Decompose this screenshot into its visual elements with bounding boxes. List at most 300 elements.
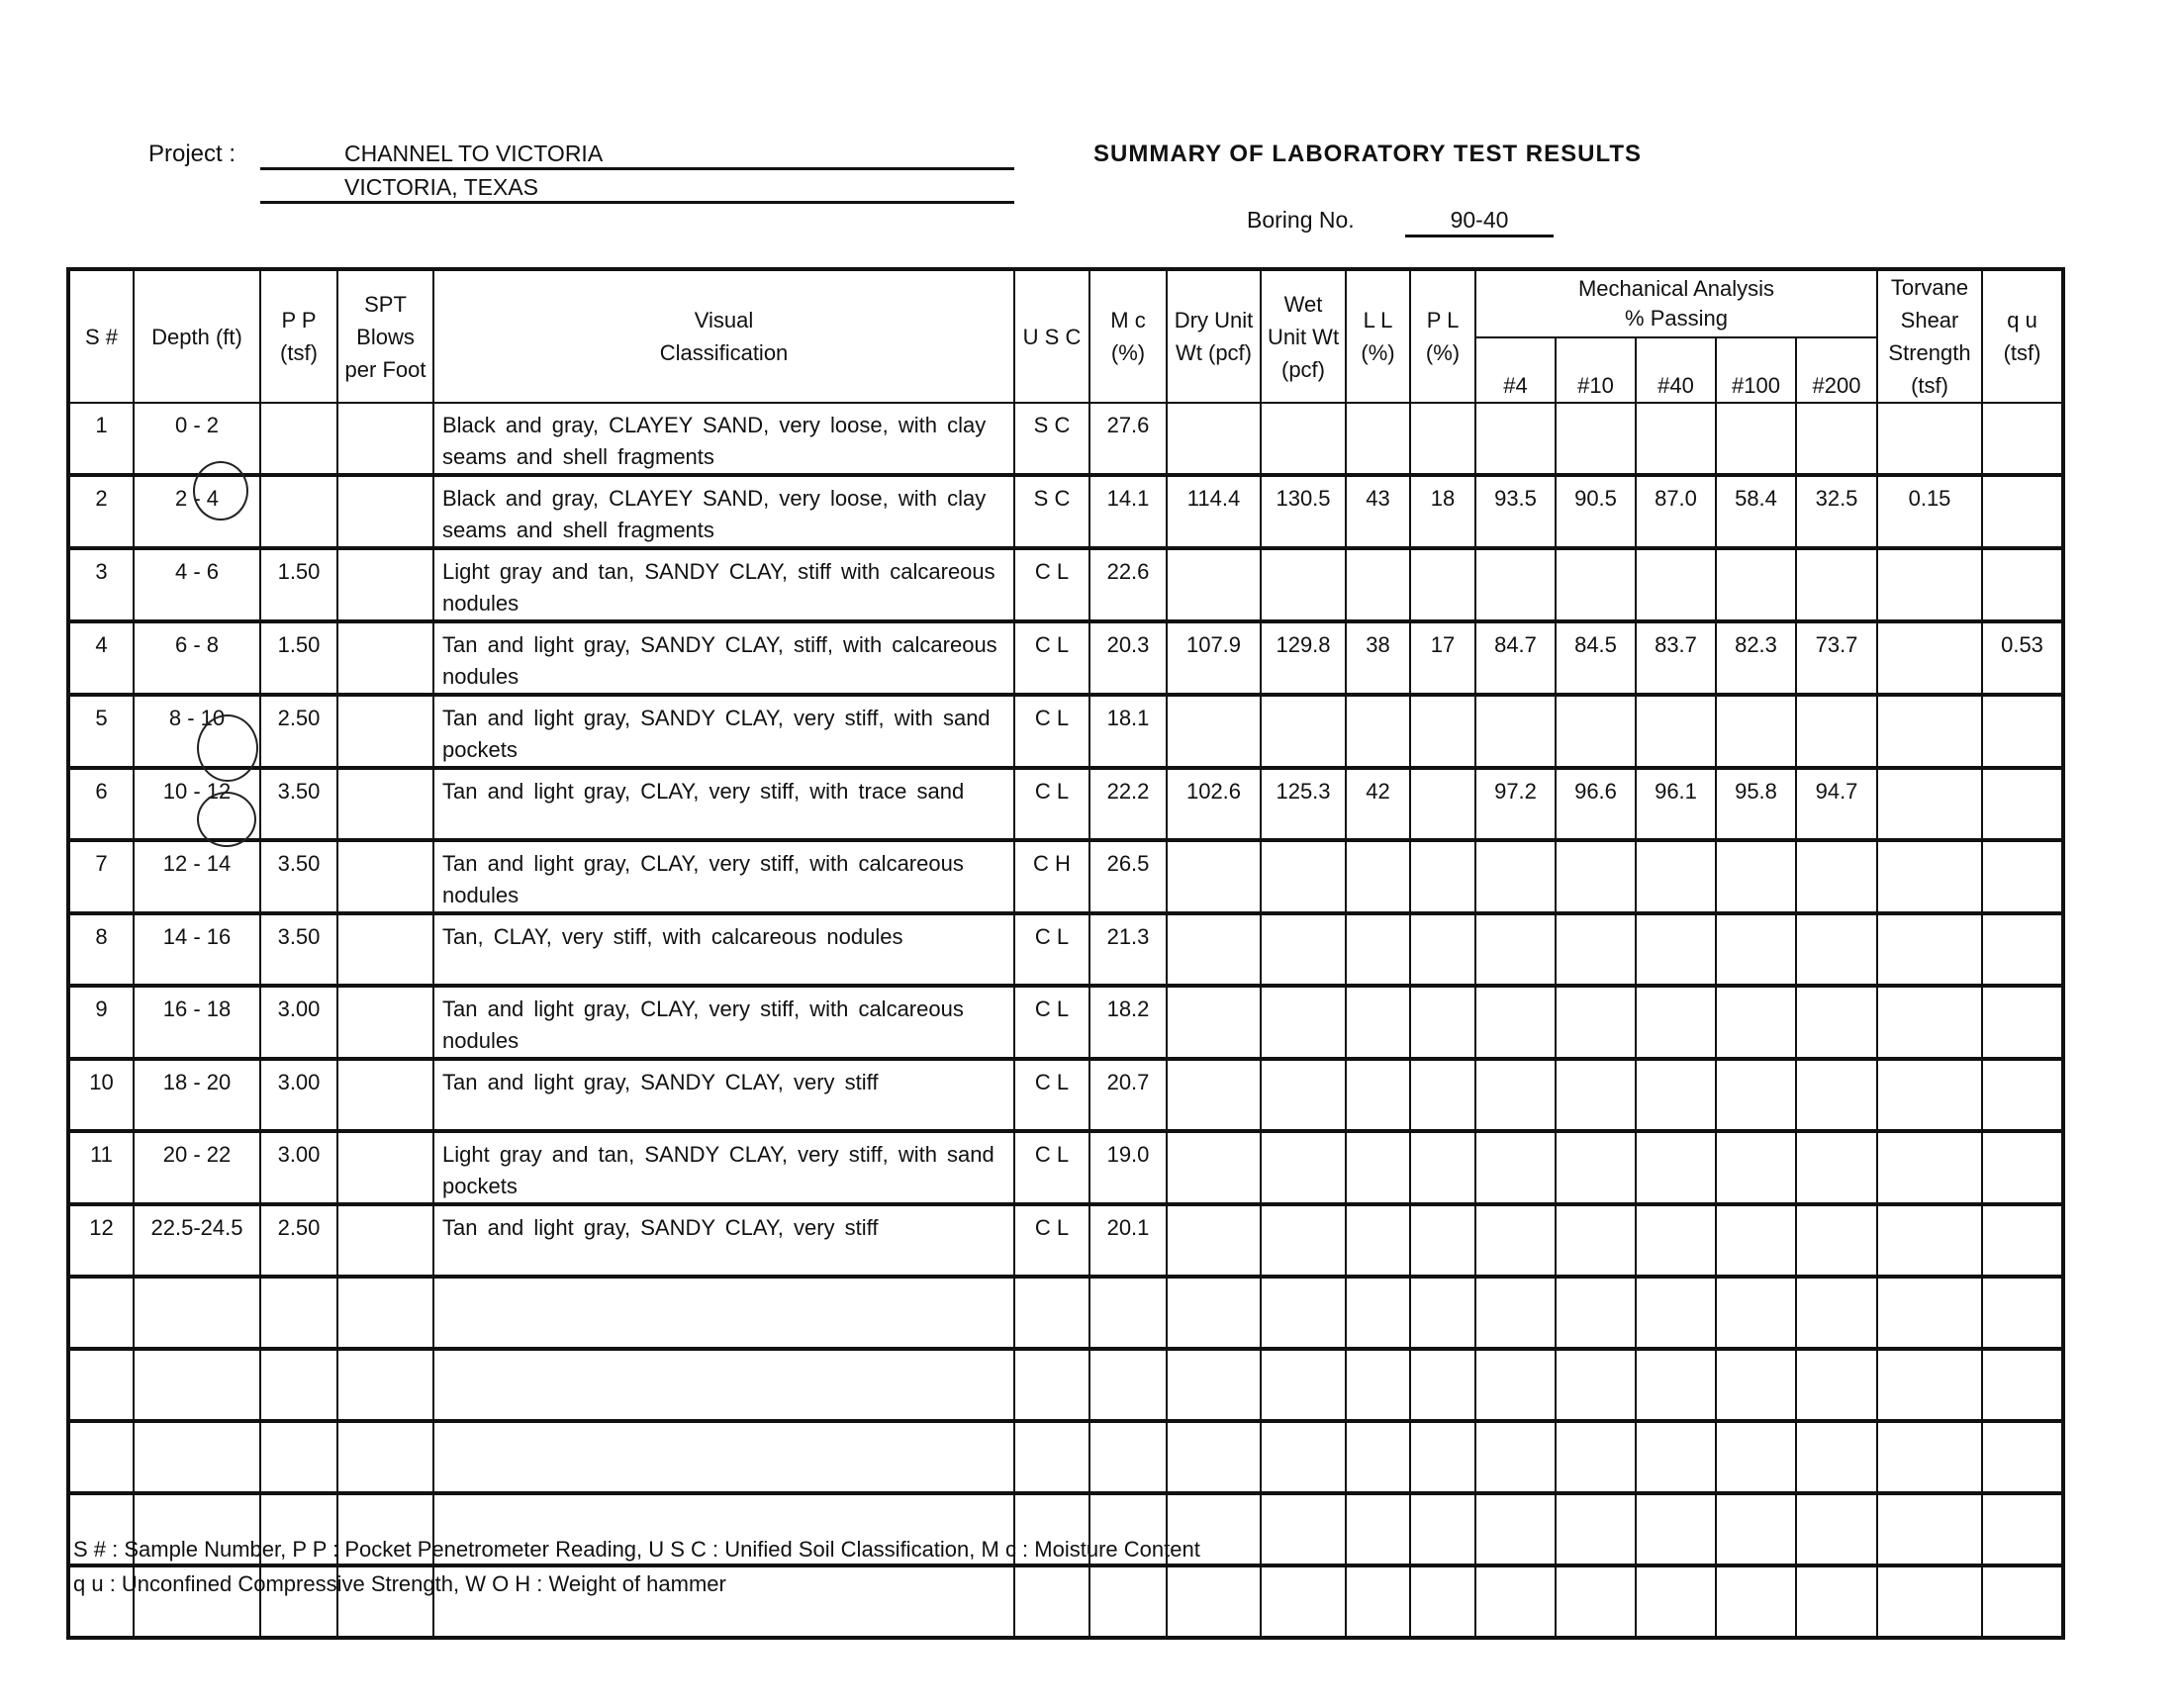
ll-cell — [1346, 548, 1410, 621]
torvane-cell — [1877, 1277, 1982, 1349]
torvane-cell — [1877, 1349, 1982, 1421]
sieve-100-cell: 58.4 — [1716, 475, 1796, 548]
sieve-100-cell — [1716, 913, 1796, 986]
table-row — [68, 1349, 2063, 1421]
spt-cell — [337, 695, 433, 768]
col-spt: SPT Blows per Foot — [337, 269, 433, 403]
mc-cell: 21.3 — [1089, 913, 1167, 986]
wet-unit-wt-cell — [1261, 1349, 1346, 1421]
pp-cell: 3.50 — [260, 840, 337, 913]
sieve-40-cell: 83.7 — [1636, 621, 1716, 695]
torvane-cell — [1877, 1566, 1982, 1638]
sieve-200-cell — [1796, 840, 1877, 913]
dry-unit-wt-cell: 114.4 — [1167, 475, 1261, 548]
sieve-4-cell — [1475, 695, 1556, 768]
sieve-200-cell — [1796, 986, 1877, 1059]
pl-cell — [1410, 548, 1475, 621]
sieve-100-cell — [1716, 1131, 1796, 1204]
visual-classification-cell: Tan and light gray, SANDY CLAY, very stiff — [433, 1204, 1014, 1277]
ll-cell — [1346, 1493, 1410, 1566]
pl-cell — [1410, 1059, 1475, 1131]
depth-cell: 8 - 10 — [134, 695, 260, 768]
usc-cell: C L — [1014, 1059, 1089, 1131]
sieve-200-cell — [1796, 1349, 1877, 1421]
mech-title: Mechanical Analysis — [1577, 276, 1775, 301]
depth-cell: 20 - 22 — [134, 1131, 260, 1204]
sieve-10-cell — [1556, 1349, 1636, 1421]
sieve-40-cell: 96.1 — [1636, 768, 1716, 840]
wet-unit-wt-cell: 129.8 — [1261, 621, 1346, 695]
sieve-100-cell — [1716, 1277, 1796, 1349]
wet-unit-wt-cell: 130.5 — [1261, 475, 1346, 548]
usc-cell — [1014, 1566, 1089, 1638]
sieve-200-cell — [1796, 403, 1877, 475]
visual-classification-cell — [433, 1277, 1014, 1349]
sieve-100-cell — [1716, 1349, 1796, 1421]
sieve-200-cell: 32.5 — [1796, 475, 1877, 548]
table-row — [68, 475, 2063, 548]
mc-cell: 19.0 — [1089, 1131, 1167, 1204]
pp-cell: 2.50 — [260, 1204, 337, 1277]
sieve-100-cell — [1716, 1204, 1796, 1277]
pl-cell: 18 — [1410, 475, 1475, 548]
usc-cell: S C — [1014, 475, 1089, 548]
dry-unit-wt-cell — [1167, 1204, 1261, 1277]
col-qu: q u (tsf) — [1982, 269, 2063, 403]
ll-cell — [1346, 986, 1410, 1059]
sieve-4-cell: 84.7 — [1475, 621, 1556, 695]
usc-cell: S C — [1014, 403, 1089, 475]
sieve-4-cell — [1475, 1059, 1556, 1131]
usc-cell: C L — [1014, 1204, 1089, 1277]
sieve-40-cell — [1636, 1493, 1716, 1566]
header-row — [68, 269, 2063, 337]
sieve-200-cell — [1796, 1131, 1877, 1204]
sieve-4-cell — [1475, 1277, 1556, 1349]
table-row — [68, 1059, 2063, 1131]
visual-classification-cell — [433, 1421, 1014, 1493]
dry-unit-wt-cell — [1167, 1566, 1261, 1638]
torvane-cell — [1877, 1131, 1982, 1204]
torvane-cell — [1877, 840, 1982, 913]
pl-cell: 17 — [1410, 621, 1475, 695]
pp-cell — [260, 403, 337, 475]
col-pp: P P (tsf) — [260, 269, 337, 403]
table-row — [68, 768, 2063, 840]
qu-cell — [1982, 768, 2063, 840]
sieve-4-cell — [1475, 548, 1556, 621]
qu-cell — [1982, 1493, 2063, 1566]
sieve-10-cell — [1556, 403, 1636, 475]
wet-unit-wt-cell — [1261, 1566, 1346, 1638]
sieve-10-cell — [1556, 986, 1636, 1059]
lab-results-table — [66, 267, 2065, 1640]
spt-cell — [337, 621, 433, 695]
handwritten-circle — [197, 714, 258, 782]
sieve-100-cell — [1716, 695, 1796, 768]
usc-cell — [1014, 1421, 1089, 1493]
pp-cell: 3.00 — [260, 1059, 337, 1131]
dry-unit-wt-cell — [1167, 695, 1261, 768]
mc-cell: 18.2 — [1089, 986, 1167, 1059]
dry-unit-wt-cell — [1167, 403, 1261, 475]
sieve-200-cell — [1796, 695, 1877, 768]
table-row — [68, 1131, 2063, 1204]
sieve-40-cell — [1636, 1059, 1716, 1131]
visual-classification-cell: Tan and light gray, CLAY, very stiff, with trace sand — [433, 768, 1014, 840]
sieve-40-cell — [1636, 986, 1716, 1059]
usc-cell: C L — [1014, 621, 1089, 695]
visual-classification-cell: Tan and light gray, CLAY, very stiff, with calcareous nodules — [433, 840, 1014, 913]
col-sieve-40: #40 — [1636, 337, 1716, 403]
sample-cell — [68, 1421, 134, 1493]
mc-cell: 20.7 — [1089, 1059, 1167, 1131]
col-depth: Depth (ft) — [134, 269, 260, 403]
visual-classification-cell: Tan and light gray, SANDY CLAY, stiff, with calcareous nodules — [433, 621, 1014, 695]
depth-cell: 4 - 6 — [134, 548, 260, 621]
wet-unit-wt-cell — [1261, 695, 1346, 768]
wet-unit-wt-cell — [1261, 548, 1346, 621]
handwritten-circle — [193, 461, 248, 521]
pp-cell — [260, 1277, 337, 1349]
pl-cell — [1410, 1204, 1475, 1277]
sieve-40-cell — [1636, 1277, 1716, 1349]
sample-cell: 8 — [68, 913, 134, 986]
col-ll: L L (%) — [1346, 269, 1410, 403]
pp-cell: 3.50 — [260, 913, 337, 986]
table-row — [68, 986, 2063, 1059]
wet-unit-wt-cell: 125.3 — [1261, 768, 1346, 840]
visual-classification-cell: Tan and light gray, CLAY, very stiff, with calcareous nodules — [433, 986, 1014, 1059]
torvane-cell — [1877, 695, 1982, 768]
spt-cell — [337, 1421, 433, 1493]
wet-unit-wt-cell — [1261, 986, 1346, 1059]
qu-cell — [1982, 548, 2063, 621]
qu-cell — [1982, 1566, 2063, 1638]
col-mechanical-analysis — [1475, 269, 1877, 337]
sieve-10-cell: 90.5 — [1556, 475, 1636, 548]
qu-cell — [1982, 1204, 2063, 1277]
ll-cell — [1346, 1131, 1410, 1204]
mc-cell — [1089, 1421, 1167, 1493]
pl-cell — [1410, 768, 1475, 840]
pp-cell — [260, 475, 337, 548]
qu-cell — [1982, 1421, 2063, 1493]
sieve-10-cell — [1556, 1421, 1636, 1493]
depth-cell: 12 - 14 — [134, 840, 260, 913]
sieve-40-cell — [1636, 1131, 1716, 1204]
sieve-4-cell: 93.5 — [1475, 475, 1556, 548]
sieve-200-cell — [1796, 1566, 1877, 1638]
spt-cell — [337, 548, 433, 621]
dry-unit-wt-cell — [1167, 1131, 1261, 1204]
dry-unit-wt-cell — [1167, 1421, 1261, 1493]
pp-cell — [260, 1421, 337, 1493]
mc-cell: 14.1 — [1089, 475, 1167, 548]
sieve-4-cell — [1475, 1566, 1556, 1638]
sieve-10-cell — [1556, 1059, 1636, 1131]
col-usc: U S C — [1014, 269, 1089, 403]
sieve-40-cell — [1636, 548, 1716, 621]
col-mc: M c (%) — [1089, 269, 1167, 403]
usc-cell — [1014, 1349, 1089, 1421]
spt-cell — [337, 403, 433, 475]
ll-cell — [1346, 1204, 1410, 1277]
qu-cell — [1982, 403, 2063, 475]
table-row — [68, 1204, 2063, 1277]
sieve-4-cell — [1475, 1131, 1556, 1204]
wet-unit-wt-cell — [1261, 1059, 1346, 1131]
sieve-200-cell — [1796, 548, 1877, 621]
sieve-40-cell — [1636, 403, 1716, 475]
ll-cell — [1346, 403, 1410, 475]
sample-cell: 1 — [68, 403, 134, 475]
torvane-cell — [1877, 548, 1982, 621]
torvane-cell — [1877, 986, 1982, 1059]
torvane-cell — [1877, 403, 1982, 475]
sieve-40-cell — [1636, 1349, 1716, 1421]
pl-cell — [1410, 840, 1475, 913]
sample-cell: 3 — [68, 548, 134, 621]
qu-cell — [1982, 986, 2063, 1059]
table-row — [68, 1421, 2063, 1493]
spt-cell — [337, 986, 433, 1059]
sample-cell: 10 — [68, 1059, 134, 1131]
usc-cell: C L — [1014, 986, 1089, 1059]
sieve-10-cell — [1556, 1566, 1636, 1638]
ll-cell — [1346, 1059, 1410, 1131]
wet-unit-wt-cell — [1261, 840, 1346, 913]
sample-cell: 12 — [68, 1204, 134, 1277]
ll-cell — [1346, 913, 1410, 986]
col-sieve-10: #10 — [1556, 337, 1636, 403]
pl-cell — [1410, 913, 1475, 986]
sieve-4-cell — [1475, 1349, 1556, 1421]
sieve-200-cell — [1796, 913, 1877, 986]
wet-unit-wt-cell — [1261, 1277, 1346, 1349]
pp-cell — [260, 1349, 337, 1421]
table-row — [68, 695, 2063, 768]
qu-cell — [1982, 1059, 2063, 1131]
col-dry-unit-wt: Dry Unit Wt (pcf) — [1167, 269, 1261, 403]
wet-unit-wt-cell — [1261, 1131, 1346, 1204]
ll-cell — [1346, 1349, 1410, 1421]
sieve-100-cell — [1716, 840, 1796, 913]
depth-cell: 6 - 8 — [134, 621, 260, 695]
sieve-100-cell — [1716, 1566, 1796, 1638]
sieve-10-cell — [1556, 1131, 1636, 1204]
sieve-10-cell — [1556, 1277, 1636, 1349]
visual-classification-cell: Black and gray, CLAYEY SAND, very loose, with clay seams and shell fragments — [433, 403, 1014, 475]
project-name: CHANNEL TO VICTORIA — [260, 141, 1014, 170]
sieve-40-cell — [1636, 1204, 1716, 1277]
visual-classification-cell: Black and gray, CLAYEY SAND, very loose, with clay seams and shell fragments — [433, 475, 1014, 548]
table-row — [68, 1277, 2063, 1349]
mc-cell: 26.5 — [1089, 840, 1167, 913]
usc-cell: C L — [1014, 548, 1089, 621]
sieve-10-cell — [1556, 548, 1636, 621]
mc-cell: 18.1 — [1089, 695, 1167, 768]
col-sieve-4: #4 — [1475, 337, 1556, 403]
visual-classification-cell: Light gray and tan, SANDY CLAY, very stiff, with sand pockets — [433, 1131, 1014, 1204]
spt-cell — [337, 840, 433, 913]
spt-cell — [337, 1204, 433, 1277]
depth-cell: 16 - 18 — [134, 986, 260, 1059]
col-sieve-100: #100 — [1716, 337, 1796, 403]
torvane-cell — [1877, 1204, 1982, 1277]
mc-cell — [1089, 1566, 1167, 1638]
pl-cell — [1410, 1349, 1475, 1421]
pl-cell — [1410, 986, 1475, 1059]
dry-unit-wt-cell: 107.9 — [1167, 621, 1261, 695]
boring-label: Boring No. — [1247, 207, 1355, 233]
footnote-abbreviations: S # : Sample Number, P P : Pocket Penetrometer Reading, U S C : Unified Soil Classification, M c : Moisture Content — [73, 1537, 1200, 1562]
sieve-200-cell — [1796, 1059, 1877, 1131]
dry-unit-wt-cell — [1167, 1349, 1261, 1421]
depth-cell — [134, 1277, 260, 1349]
spt-cell — [337, 913, 433, 986]
spt-cell — [337, 1277, 433, 1349]
sieve-10-cell: 84.5 — [1556, 621, 1636, 695]
pl-cell — [1410, 1131, 1475, 1204]
ll-cell: 43 — [1346, 475, 1410, 548]
visual-classification-cell: Light gray and tan, SANDY CLAY, stiff with calcareous nodules — [433, 548, 1014, 621]
sample-cell: 11 — [68, 1131, 134, 1204]
dry-unit-wt-cell — [1167, 840, 1261, 913]
boring-number: 90-40 — [1405, 207, 1554, 237]
sieve-4-cell — [1475, 403, 1556, 475]
sieve-200-cell — [1796, 1421, 1877, 1493]
qu-cell — [1982, 840, 2063, 913]
ll-cell — [1346, 840, 1410, 913]
col-visual: Visual Classification — [433, 269, 1014, 403]
mc-cell: 27.6 — [1089, 403, 1167, 475]
pl-cell — [1410, 403, 1475, 475]
pl-cell — [1410, 695, 1475, 768]
table-row — [68, 840, 2063, 913]
visual-classification-cell: Tan and light gray, SANDY CLAY, very stiff, with sand pockets — [433, 695, 1014, 768]
pp-cell: 2.50 — [260, 695, 337, 768]
sieve-100-cell — [1716, 1059, 1796, 1131]
qu-cell — [1982, 475, 2063, 548]
dry-unit-wt-cell — [1167, 1277, 1261, 1349]
dry-unit-wt-cell — [1167, 913, 1261, 986]
visual-classification-cell: Tan and light gray, SANDY CLAY, very stiff — [433, 1059, 1014, 1131]
ll-cell — [1346, 1421, 1410, 1493]
visual-classification-cell: Tan, CLAY, very stiff, with calcareous nodules — [433, 913, 1014, 986]
dry-unit-wt-cell — [1167, 1059, 1261, 1131]
pp-cell: 3.00 — [260, 1131, 337, 1204]
dry-unit-wt-cell — [1167, 986, 1261, 1059]
sieve-200-cell — [1796, 1277, 1877, 1349]
mc-cell: 22.6 — [1089, 548, 1167, 621]
pp-cell: 3.50 — [260, 768, 337, 840]
pl-cell — [1410, 1277, 1475, 1349]
usc-cell — [1014, 1277, 1089, 1349]
spt-cell — [337, 1131, 433, 1204]
sample-cell — [68, 1277, 134, 1349]
sieve-40-cell — [1636, 695, 1716, 768]
sample-cell — [68, 1349, 134, 1421]
col-wet-unit-wt: Wet Unit Wt (pcf) — [1261, 269, 1346, 403]
sieve-100-cell: 82.3 — [1716, 621, 1796, 695]
sieve-10-cell: 96.6 — [1556, 768, 1636, 840]
pp-cell: 1.50 — [260, 548, 337, 621]
sample-cell: 2 — [68, 475, 134, 548]
sample-cell: 6 — [68, 768, 134, 840]
depth-cell: 22.5-24.5 — [134, 1204, 260, 1277]
mc-cell: 20.1 — [1089, 1204, 1167, 1277]
table-row — [68, 548, 2063, 621]
sieve-4-cell — [1475, 1421, 1556, 1493]
ll-cell — [1346, 1566, 1410, 1638]
wet-unit-wt-cell — [1261, 913, 1346, 986]
pl-cell — [1410, 1566, 1475, 1638]
usc-cell: C L — [1014, 768, 1089, 840]
sample-cell: 5 — [68, 695, 134, 768]
sieve-100-cell — [1716, 986, 1796, 1059]
sieve-40-cell — [1636, 840, 1716, 913]
usc-cell: C L — [1014, 695, 1089, 768]
torvane-cell: 0.15 — [1877, 475, 1982, 548]
torvane-cell — [1877, 1059, 1982, 1131]
wet-unit-wt-cell — [1261, 1421, 1346, 1493]
spt-cell — [337, 1059, 433, 1131]
depth-cell: 18 - 20 — [134, 1059, 260, 1131]
sample-cell: 7 — [68, 840, 134, 913]
sieve-40-cell — [1636, 913, 1716, 986]
table-row — [68, 913, 2063, 986]
handwritten-circle — [197, 792, 256, 847]
sieve-100-cell — [1716, 1421, 1796, 1493]
wet-unit-wt-cell — [1261, 1204, 1346, 1277]
depth-cell — [134, 1421, 260, 1493]
depth-cell: 10 - 12 — [134, 768, 260, 840]
sieve-40-cell — [1636, 1566, 1716, 1638]
sieve-10-cell — [1556, 1204, 1636, 1277]
dry-unit-wt-cell — [1167, 548, 1261, 621]
table-row — [68, 403, 2063, 475]
sieve-4-cell: 97.2 — [1475, 768, 1556, 840]
mc-cell: 22.2 — [1089, 768, 1167, 840]
sieve-4-cell — [1475, 840, 1556, 913]
mech-subtitle: % Passing — [1625, 306, 1728, 331]
sieve-100-cell: 95.8 — [1716, 768, 1796, 840]
sample-cell: 4 — [68, 621, 134, 695]
sieve-100-cell — [1716, 403, 1796, 475]
dry-unit-wt-cell: 102.6 — [1167, 768, 1261, 840]
visual-classification-cell — [433, 1349, 1014, 1421]
qu-cell: 0.53 — [1982, 621, 2063, 695]
pl-cell — [1410, 1493, 1475, 1566]
project-location: VICTORIA, TEXAS — [260, 174, 1014, 204]
sieve-10-cell — [1556, 695, 1636, 768]
qu-cell — [1982, 913, 2063, 986]
sieve-4-cell — [1475, 1493, 1556, 1566]
sieve-4-cell — [1475, 986, 1556, 1059]
sieve-200-cell: 94.7 — [1796, 768, 1877, 840]
sieve-10-cell — [1556, 913, 1636, 986]
torvane-cell — [1877, 1493, 1982, 1566]
qu-cell — [1982, 1131, 2063, 1204]
mc-cell — [1089, 1349, 1167, 1421]
torvane-cell — [1877, 913, 1982, 986]
sieve-100-cell — [1716, 548, 1796, 621]
pp-cell: 1.50 — [260, 621, 337, 695]
sieve-10-cell — [1556, 840, 1636, 913]
mc-cell: 20.3 — [1089, 621, 1167, 695]
col-pl: P L (%) — [1410, 269, 1475, 403]
